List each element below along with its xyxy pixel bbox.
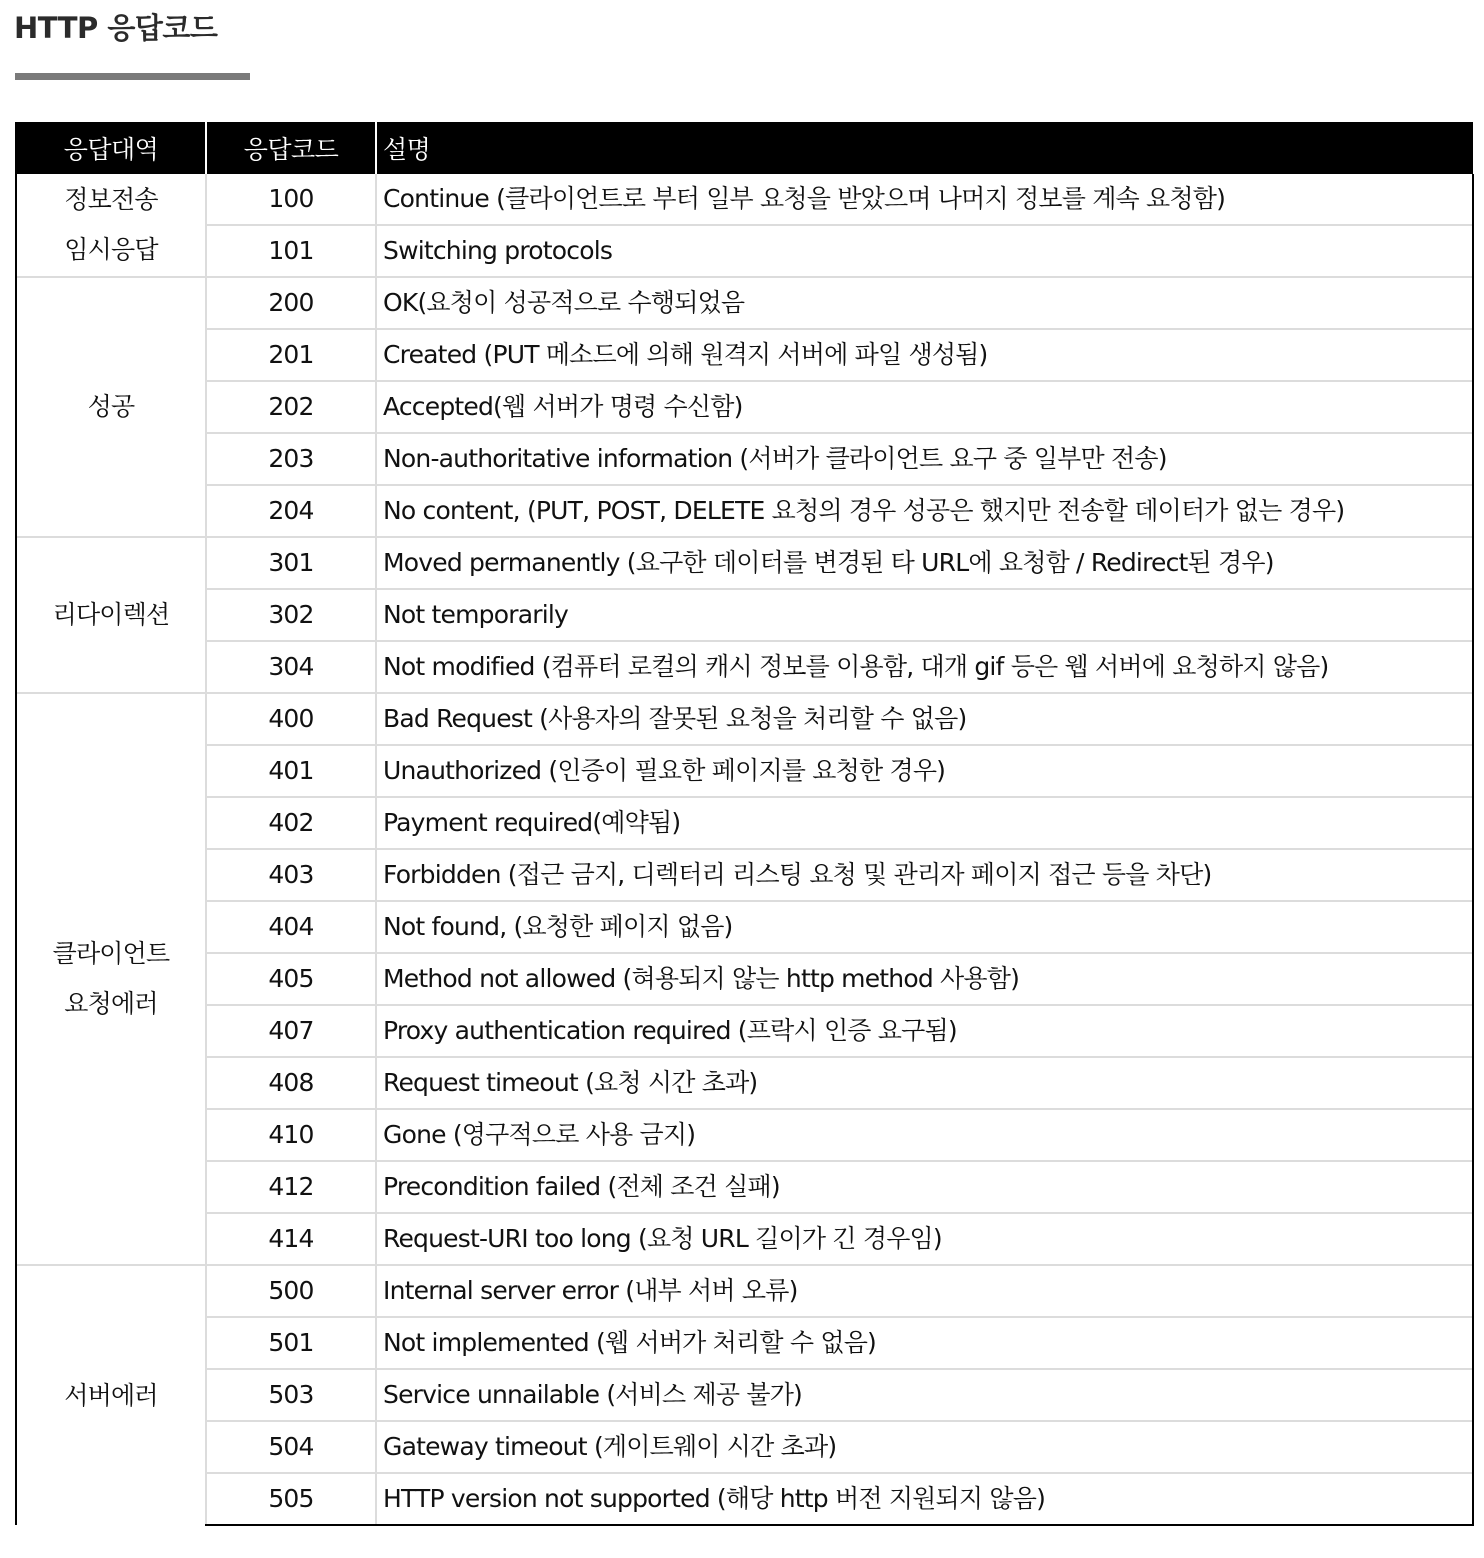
status-code: 402	[206, 797, 376, 849]
status-description: Request timeout (요청 시간 초과)	[376, 1057, 1473, 1109]
status-description: Method not allowed (혀용되지 않는 http method 사용함)	[376, 953, 1473, 1005]
table-row	[16, 641, 1473, 693]
table-row	[16, 1057, 1473, 1109]
status-description: Not temporarily	[376, 589, 1473, 641]
table-row	[16, 433, 1473, 485]
status-description: Forbidden (접근 금지, 디렉터리 리스팅 요청 및 관리자 페이지 접근 등을 차단)	[376, 849, 1473, 901]
table-row	[16, 1421, 1473, 1473]
status-description: Non-authoritative information (서버가 클라이언트 요구 중 일부만 전송)	[376, 433, 1473, 485]
band-label: 요청에러	[64, 989, 158, 1018]
status-code: 500	[206, 1265, 376, 1317]
page-title: HTTP 응답코드	[14, 11, 218, 45]
table-row	[16, 1213, 1473, 1265]
status-code: 201	[206, 329, 376, 381]
table-row	[16, 953, 1473, 1005]
band-label: 정보전송	[64, 185, 158, 214]
table-row	[16, 693, 1473, 745]
status-code: 200	[206, 277, 376, 329]
status-description: Created (PUT 메소드에 의해 원격지 서버에 파일 생성됨)	[376, 329, 1473, 381]
table-row	[16, 745, 1473, 797]
table-header-row	[16, 122, 1473, 174]
table-row	[16, 849, 1473, 901]
status-description: Payment required(예약됨)	[376, 797, 1473, 849]
table-row	[16, 1369, 1473, 1421]
status-description: Continue (클라이언트로 부터 일부 요청을 받았으며 나머지 정보를 계속 요청함)	[376, 174, 1473, 225]
status-code: 505	[206, 1473, 376, 1525]
table-body	[16, 174, 1473, 1525]
status-description: Moved permanently (요구한 데이터를 변경된 타 URL에 요청함 / Redirect된 경우)	[376, 537, 1473, 589]
table-row	[16, 1473, 1473, 1525]
status-code: 101	[206, 225, 376, 277]
status-code: 202	[206, 381, 376, 433]
status-description: Switching protocols	[376, 225, 1473, 277]
header-code: 응답코드	[206, 122, 376, 174]
band-cell	[16, 537, 206, 693]
table-row	[16, 485, 1473, 537]
status-code: 410	[206, 1109, 376, 1161]
status-code: 100	[206, 174, 376, 225]
band-label: 클라이언트	[52, 939, 170, 968]
status-code: 302	[206, 589, 376, 641]
band-cell	[16, 174, 206, 277]
status-description: Bad Request (사용자의 잘못된 요청을 처리할 수 없음)	[376, 693, 1473, 745]
status-description: Proxy authentication required (프락시 인증 요구됨)	[376, 1005, 1473, 1057]
table-row	[16, 1005, 1473, 1057]
band-cell	[16, 277, 206, 537]
table-row	[16, 589, 1473, 641]
status-description: Unauthorized (인증이 필요한 페이지를 요청한 경우)	[376, 745, 1473, 797]
status-description: Not found, (요청한 페이지 없음)	[376, 901, 1473, 953]
status-description: Request-URI too long (요청 URL 길이가 긴 경우임)	[376, 1213, 1473, 1265]
status-description: No content, (PUT, POST, DELETE 요청의 경우 성공은 했지만 전송할 데이터가 없는 경우)	[376, 485, 1473, 537]
status-code: 404	[206, 901, 376, 953]
band-label: 성공	[87, 392, 135, 421]
band-label: 서버에러	[64, 1380, 158, 1410]
table-row	[16, 1109, 1473, 1161]
status-code: 401	[206, 745, 376, 797]
status-description: HTTP version not supported (해당 http 버전 지원되지 않음)	[376, 1473, 1473, 1525]
table-row	[16, 797, 1473, 849]
band-label: 리다이렉션	[52, 600, 170, 629]
status-description: Service unnailable (서비스 제공 불가)	[376, 1369, 1473, 1421]
table-row	[16, 1317, 1473, 1369]
status-code: 403	[206, 849, 376, 901]
status-code: 304	[206, 641, 376, 693]
status-code: 405	[206, 953, 376, 1005]
table-row	[16, 329, 1473, 381]
band-label: 임시응답	[64, 235, 158, 264]
status-description: Gone (영구적으로 사용 금지)	[376, 1109, 1473, 1161]
status-code: 400	[206, 693, 376, 745]
band-cell	[16, 693, 206, 1265]
status-description: Accepted(웹 서버가 명령 수신함)	[376, 381, 1473, 433]
table-row	[16, 901, 1473, 953]
status-code: 504	[206, 1421, 376, 1473]
header-desc: 설명	[376, 122, 1473, 174]
header-band: 응답대역	[16, 122, 206, 174]
status-description: Internal server error (내부 서버 오류)	[376, 1265, 1473, 1317]
table-row	[16, 1265, 1473, 1317]
status-code: 414	[206, 1213, 376, 1265]
status-description: Not implemented (웹 서버가 처리할 수 없음)	[376, 1317, 1473, 1369]
status-code: 503	[206, 1369, 376, 1421]
table-row	[16, 381, 1473, 433]
status-description: OK(요청이 성공적으로 수행되었음	[376, 277, 1473, 329]
status-code: 501	[206, 1317, 376, 1369]
status-description: Not modified (컴퓨터 로컬의 캐시 정보를 이용함, 대개 gif 등은 웹 서버에 요청하지 않음)	[376, 641, 1473, 693]
band-cell	[16, 1265, 206, 1525]
status-description: Gateway timeout (게이트웨이 시간 초과)	[376, 1421, 1473, 1473]
status-code: 407	[206, 1005, 376, 1057]
table-row	[16, 174, 1473, 225]
status-code: 412	[206, 1161, 376, 1213]
status-description: Precondition failed (전체 조건 실패)	[376, 1161, 1473, 1213]
status-code: 301	[206, 537, 376, 589]
status-code: 204	[206, 485, 376, 537]
table-row	[16, 537, 1473, 589]
status-code: 408	[206, 1057, 376, 1109]
status-code: 203	[206, 433, 376, 485]
table-row	[16, 277, 1473, 329]
table-row	[16, 225, 1473, 277]
http-status-table	[15, 122, 1474, 1526]
table-row	[16, 1161, 1473, 1213]
title-underline	[15, 73, 250, 80]
